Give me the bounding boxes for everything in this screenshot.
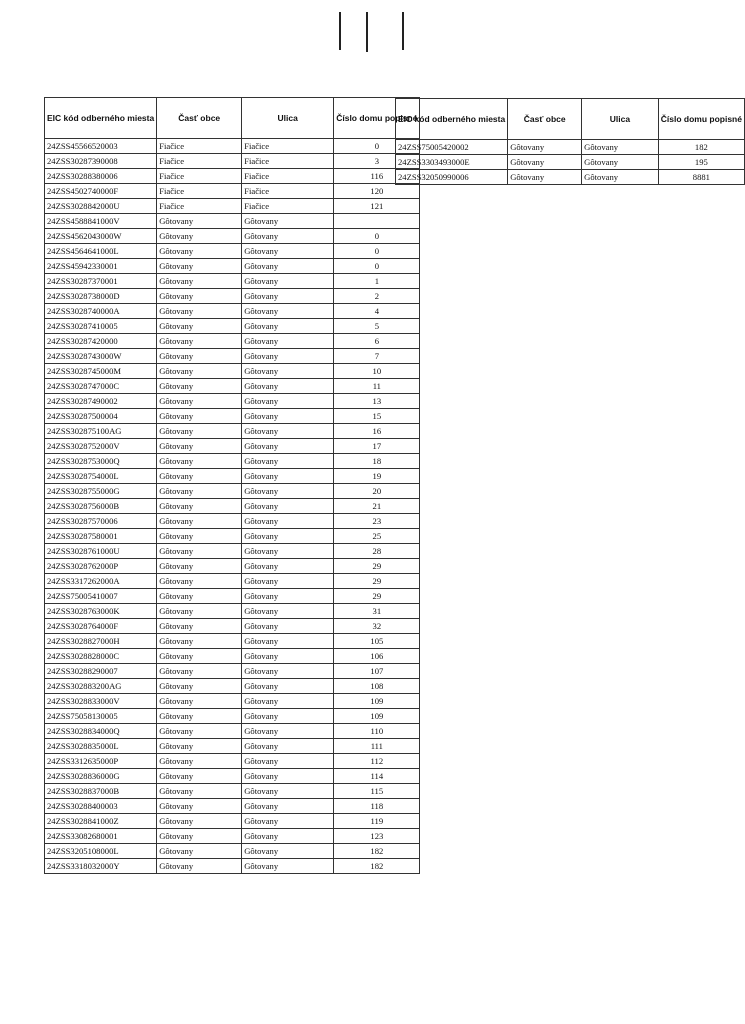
table-row: [45, 409, 420, 424]
table-header-row: [396, 99, 745, 140]
cell-part: Gôtovany: [157, 454, 242, 469]
cell-eic: 24ZSS3028837000B: [45, 784, 157, 799]
cell-street: Gôtovany: [242, 349, 334, 364]
cell-part: Gôtovany: [157, 424, 242, 439]
cell-eic: 24ZSS30288290007: [45, 664, 157, 679]
cell-eic: 24ZSS3028834000Q: [45, 724, 157, 739]
cell-number: 121: [334, 199, 420, 214]
table-row: [396, 155, 745, 170]
table-row: [45, 529, 420, 544]
cell-street: Gôtovany: [242, 259, 334, 274]
cell-part: Gôtovany: [157, 574, 242, 589]
cell-eic: 24ZSS3028762000P: [45, 559, 157, 574]
table-row: [45, 844, 420, 859]
table-row: [45, 694, 420, 709]
cell-eic: 24ZSS75005410007: [45, 589, 157, 604]
cell-number: 32: [334, 619, 420, 634]
cell-part: Fiačice: [157, 199, 242, 214]
cell-street: Gôtovany: [242, 634, 334, 649]
cell-number: 25: [334, 529, 420, 544]
cell-eic: 24ZSS3028754000L: [45, 469, 157, 484]
table-row: [45, 724, 420, 739]
cell-eic: 24ZSS30287570006: [45, 514, 157, 529]
cell-eic: 24ZSS45566520003: [45, 139, 157, 154]
cell-street: Gôtovany: [242, 694, 334, 709]
cell-eic: 24ZSS3028738000D: [45, 289, 157, 304]
table-row: [45, 454, 420, 469]
cell-part: Gôtovany: [157, 739, 242, 754]
table-row: [45, 319, 420, 334]
cell-part: Gôtovany: [157, 799, 242, 814]
cell-street: Fiačice: [242, 169, 334, 184]
cell-street: Gôtovany: [242, 529, 334, 544]
cell-eic: 24ZSS75005420002: [396, 140, 508, 155]
cell-street: Gôtovany: [242, 859, 334, 874]
cell-street: Gôtovany: [242, 319, 334, 334]
cell-number: 18: [334, 454, 420, 469]
table-row: [396, 170, 745, 185]
cell-street: Gôtovany: [242, 244, 334, 259]
cell-number: 120: [334, 184, 420, 199]
table-row: [45, 739, 420, 754]
cell-part: Gôtovany: [157, 484, 242, 499]
cell-number: 112: [334, 754, 420, 769]
table-row: [396, 140, 745, 155]
table-row: [45, 829, 420, 844]
cell-street: Gôtovany: [242, 619, 334, 634]
eic-table-left: [44, 97, 420, 874]
cell-eic: 24ZSS30287410005: [45, 319, 157, 334]
header-eic: EIC kód odberného miesta: [396, 99, 508, 140]
cell-street: Gôtovany: [242, 484, 334, 499]
table-row: [45, 499, 420, 514]
cell-number: 182: [658, 140, 744, 155]
cell-part: Gôtovany: [157, 529, 242, 544]
table-row: [45, 589, 420, 604]
cell-number: 0: [334, 139, 420, 154]
cell-part: Gôtovany: [157, 364, 242, 379]
cell-eic: 24ZSS30288380006: [45, 169, 157, 184]
cell-street: Gôtovany: [242, 769, 334, 784]
cell-street: Gôtovany: [242, 814, 334, 829]
cell-street: Gôtovany: [582, 170, 659, 185]
vertical-mark-1: [339, 12, 341, 50]
cell-street: Gôtovany: [242, 679, 334, 694]
cell-street: Gôtovany: [242, 409, 334, 424]
table-row: [45, 604, 420, 619]
cell-part: Fiačice: [157, 169, 242, 184]
cell-part: Gôtovany: [157, 604, 242, 619]
cell-street: Gôtovany: [242, 784, 334, 799]
cell-street: Gôtovany: [242, 214, 334, 229]
cell-eic: 24ZSS3028842000U: [45, 199, 157, 214]
cell-part: Gôtovany: [157, 769, 242, 784]
cell-part: Gôtovany: [157, 814, 242, 829]
cell-street: Gôtovany: [242, 724, 334, 739]
cell-part: Gôtovany: [157, 244, 242, 259]
cell-part: Fiačice: [157, 184, 242, 199]
cell-street: Gôtovany: [242, 829, 334, 844]
cell-number: 111: [334, 739, 420, 754]
cell-number: 1: [334, 274, 420, 289]
cell-street: Gôtovany: [242, 454, 334, 469]
cell-part: Gôtovany: [157, 694, 242, 709]
cell-eic: 24ZSS3028755000G: [45, 484, 157, 499]
cell-eic: 24ZSS3028764000F: [45, 619, 157, 634]
cell-eic: 24ZSS302875100AG: [45, 424, 157, 439]
cell-number: 119: [334, 814, 420, 829]
cell-street: Gôtovany: [242, 604, 334, 619]
cell-street: Gôtovany: [242, 544, 334, 559]
cell-eic: 24ZSS3028835000L: [45, 739, 157, 754]
table-row: [45, 439, 420, 454]
cell-number: 118: [334, 799, 420, 814]
table-row: [45, 769, 420, 784]
cell-number: 107: [334, 664, 420, 679]
cell-part: Fiačice: [157, 154, 242, 169]
table-row: [45, 169, 420, 184]
cell-number: 3: [334, 154, 420, 169]
cell-part: Gôtovany: [157, 349, 242, 364]
table-row: [45, 304, 420, 319]
cell-eic: 24ZSS3312635000P: [45, 754, 157, 769]
cell-street: Fiačice: [242, 139, 334, 154]
cell-eic: 24ZSS30287580001: [45, 529, 157, 544]
cell-street: Gôtovany: [242, 664, 334, 679]
cell-number: 13: [334, 394, 420, 409]
cell-street: Gôtovany: [242, 514, 334, 529]
table-row: [45, 424, 420, 439]
header-number: Číslo domu popisné: [334, 98, 420, 139]
cell-number: 29: [334, 559, 420, 574]
table-row: [45, 154, 420, 169]
table-row: [45, 214, 420, 229]
cell-street: Gôtovany: [242, 589, 334, 604]
cell-part: Gôtovany: [157, 664, 242, 679]
cell-part: Gôtovany: [157, 859, 242, 874]
cell-number: 10: [334, 364, 420, 379]
cell-number: 182: [334, 859, 420, 874]
table-row: [45, 574, 420, 589]
cell-number: 0: [334, 259, 420, 274]
cell-part: Gôtovany: [157, 754, 242, 769]
cell-street: Gôtovany: [242, 649, 334, 664]
cell-number: 19: [334, 469, 420, 484]
cell-eic: 24ZSS3317262000A: [45, 574, 157, 589]
cell-eic: 24ZSS4564641000L: [45, 244, 157, 259]
cell-number: 4: [334, 304, 420, 319]
table-row: [45, 274, 420, 289]
table-header-row: [45, 98, 420, 139]
cell-eic: 24ZSS3028841000Z: [45, 814, 157, 829]
header-number: Číslo domu popisné: [658, 99, 744, 140]
cell-part: Gôtovany: [157, 499, 242, 514]
cell-number: 7: [334, 349, 420, 364]
table-row: [45, 754, 420, 769]
cell-number: 106: [334, 649, 420, 664]
cell-street: Gôtovany: [242, 334, 334, 349]
cell-street: Gôtovany: [242, 304, 334, 319]
table-row: [45, 784, 420, 799]
cell-number: 109: [334, 709, 420, 724]
cell-eic: 24ZSS30287420000: [45, 334, 157, 349]
table-row: [45, 484, 420, 499]
cell-part: Gôtovany: [508, 170, 582, 185]
cell-street: Gôtovany: [242, 394, 334, 409]
cell-eic: 24ZSS45942330001: [45, 259, 157, 274]
cell-part: Gôtovany: [157, 649, 242, 664]
cell-street: Gôtovany: [242, 439, 334, 454]
cell-part: Fiačice: [157, 139, 242, 154]
cell-number: 11: [334, 379, 420, 394]
cell-number: 5: [334, 319, 420, 334]
cell-number: 29: [334, 574, 420, 589]
cell-street: Gôtovany: [582, 155, 659, 170]
cell-part: Gôtovany: [157, 469, 242, 484]
eic-table-right: [395, 98, 745, 185]
table-row: [45, 859, 420, 874]
cell-street: Gôtovany: [242, 379, 334, 394]
table-row: [45, 679, 420, 694]
table-row: [45, 544, 420, 559]
vertical-mark-3: [402, 12, 404, 50]
table-row: [45, 334, 420, 349]
cell-eic: 24ZSS3028828000C: [45, 649, 157, 664]
cell-number: 108: [334, 679, 420, 694]
cell-number: 195: [658, 155, 744, 170]
cell-eic: 24ZSS3028745000M: [45, 364, 157, 379]
table-body: [396, 140, 745, 185]
cell-number: 123: [334, 829, 420, 844]
vertical-mark-2: [366, 12, 368, 52]
table-row: [45, 559, 420, 574]
cell-number: 16: [334, 424, 420, 439]
table-row: [45, 709, 420, 724]
table-row: [45, 469, 420, 484]
cell-number: 182: [334, 844, 420, 859]
cell-eic: 24ZSS3028763000K: [45, 604, 157, 619]
table-row: [45, 349, 420, 364]
table-row: [45, 634, 420, 649]
cell-street: Gôtovany: [242, 574, 334, 589]
cell-eic: 24ZSS3028753000Q: [45, 454, 157, 469]
cell-eic: 24ZSS30287390008: [45, 154, 157, 169]
cell-eic: 24ZSS30287490002: [45, 394, 157, 409]
table-row: [45, 394, 420, 409]
cell-number: 28: [334, 544, 420, 559]
cell-eic: 24ZSS33082680001: [45, 829, 157, 844]
cell-number: 23: [334, 514, 420, 529]
cell-eic: 24ZSS3028743000W: [45, 349, 157, 364]
cell-street: Gôtovany: [242, 469, 334, 484]
cell-part: Gôtovany: [157, 409, 242, 424]
cell-number: [334, 214, 420, 229]
cell-eic: 24ZSS3028833000V: [45, 694, 157, 709]
table-row: [45, 379, 420, 394]
cell-part: Gôtovany: [508, 155, 582, 170]
cell-eic: 24ZSS3028827000H: [45, 634, 157, 649]
cell-street: Fiačice: [242, 154, 334, 169]
cell-part: Gôtovany: [157, 829, 242, 844]
cell-part: Gôtovany: [157, 844, 242, 859]
cell-part: Gôtovany: [508, 140, 582, 155]
cell-eic: 24ZSS3205108000L: [45, 844, 157, 859]
cell-eic: 24ZSS4502740000F: [45, 184, 157, 199]
cell-eic: 24ZSS3318032000Y: [45, 859, 157, 874]
header-street: Ulica: [242, 98, 334, 139]
cell-number: 15: [334, 409, 420, 424]
table-row: [45, 289, 420, 304]
cell-number: 20: [334, 484, 420, 499]
table-row: [45, 814, 420, 829]
cell-part: Gôtovany: [157, 289, 242, 304]
cell-eic: 24ZSS3028747000C: [45, 379, 157, 394]
cell-number: 114: [334, 769, 420, 784]
cell-eic: 24ZSS3028752000V: [45, 439, 157, 454]
cell-part: Gôtovany: [157, 679, 242, 694]
cell-street: Gôtovany: [242, 754, 334, 769]
cell-street: Gôtovany: [242, 844, 334, 859]
table-row: [45, 229, 420, 244]
table-body: [45, 139, 420, 874]
cell-street: Fiačice: [242, 199, 334, 214]
cell-number: 109: [334, 694, 420, 709]
cell-street: Gôtovany: [242, 799, 334, 814]
header-part: Časť obce: [157, 98, 242, 139]
cell-part: Gôtovany: [157, 589, 242, 604]
cell-part: Gôtovany: [157, 214, 242, 229]
cell-street: Gôtovany: [582, 140, 659, 155]
cell-part: Gôtovany: [157, 724, 242, 739]
cell-part: Gôtovany: [157, 784, 242, 799]
table-row: [45, 649, 420, 664]
cell-number: 6: [334, 334, 420, 349]
cell-street: Gôtovany: [242, 709, 334, 724]
cell-part: Gôtovany: [157, 229, 242, 244]
cell-eic: 24ZSS3028756000B: [45, 499, 157, 514]
cell-eic: 24ZSS32050990006: [396, 170, 508, 185]
table-row: [45, 199, 420, 214]
cell-number: 8881: [658, 170, 744, 185]
cell-eic: 24ZSS3028836000G: [45, 769, 157, 784]
cell-part: Gôtovany: [157, 634, 242, 649]
header-street: Ulica: [582, 99, 659, 140]
cell-eic: 24ZSS30287500004: [45, 409, 157, 424]
cell-part: Gôtovany: [157, 379, 242, 394]
cell-eic: 24ZSS75058130005: [45, 709, 157, 724]
cell-street: Fiačice: [242, 184, 334, 199]
cell-part: Gôtovany: [157, 394, 242, 409]
cell-part: Gôtovany: [157, 319, 242, 334]
cell-eic: 24ZSS4562043000W: [45, 229, 157, 244]
cell-part: Gôtovany: [157, 514, 242, 529]
cell-street: Gôtovany: [242, 274, 334, 289]
header-eic: EIC kód odberného miesta: [45, 98, 157, 139]
cell-street: Gôtovany: [242, 559, 334, 574]
table-row: [45, 799, 420, 814]
header-part: Časť obce: [508, 99, 582, 140]
table-row: [45, 364, 420, 379]
cell-eic: 24ZSS302883200AG: [45, 679, 157, 694]
cell-street: Gôtovany: [242, 424, 334, 439]
cell-street: Gôtovany: [242, 364, 334, 379]
cell-part: Gôtovany: [157, 559, 242, 574]
table-row: [45, 244, 420, 259]
cell-number: 105: [334, 634, 420, 649]
cell-eic: 24ZSS3028761000U: [45, 544, 157, 559]
table-row: [45, 514, 420, 529]
table-row: [45, 259, 420, 274]
cell-part: Gôtovany: [157, 274, 242, 289]
cell-street: Gôtovany: [242, 739, 334, 754]
cell-part: Gôtovany: [157, 304, 242, 319]
cell-number: 31: [334, 604, 420, 619]
cell-part: Gôtovany: [157, 334, 242, 349]
cell-number: 2: [334, 289, 420, 304]
table-row: [45, 139, 420, 154]
cell-number: 17: [334, 439, 420, 454]
table-row: [45, 619, 420, 634]
cell-number: 0: [334, 229, 420, 244]
table-row: [45, 184, 420, 199]
cell-eic: 24ZSS30287370001: [45, 274, 157, 289]
cell-part: Gôtovany: [157, 259, 242, 274]
cell-number: 29: [334, 589, 420, 604]
cell-part: Gôtovany: [157, 439, 242, 454]
cell-street: Gôtovany: [242, 289, 334, 304]
cell-number: 110: [334, 724, 420, 739]
cell-eic: 24ZSS4588841000V: [45, 214, 157, 229]
cell-number: 0: [334, 244, 420, 259]
cell-part: Gôtovany: [157, 619, 242, 634]
cell-eic: 24ZSS3028740000A: [45, 304, 157, 319]
cell-number: 115: [334, 784, 420, 799]
cell-part: Gôtovany: [157, 709, 242, 724]
cell-number: 116: [334, 169, 420, 184]
cell-number: 21: [334, 499, 420, 514]
cell-street: Gôtovany: [242, 229, 334, 244]
cell-eic: 24ZSS30288400003: [45, 799, 157, 814]
cell-street: Gôtovany: [242, 499, 334, 514]
cell-part: Gôtovany: [157, 544, 242, 559]
table-row: [45, 664, 420, 679]
cell-eic: 24ZSS3303493000E: [396, 155, 508, 170]
